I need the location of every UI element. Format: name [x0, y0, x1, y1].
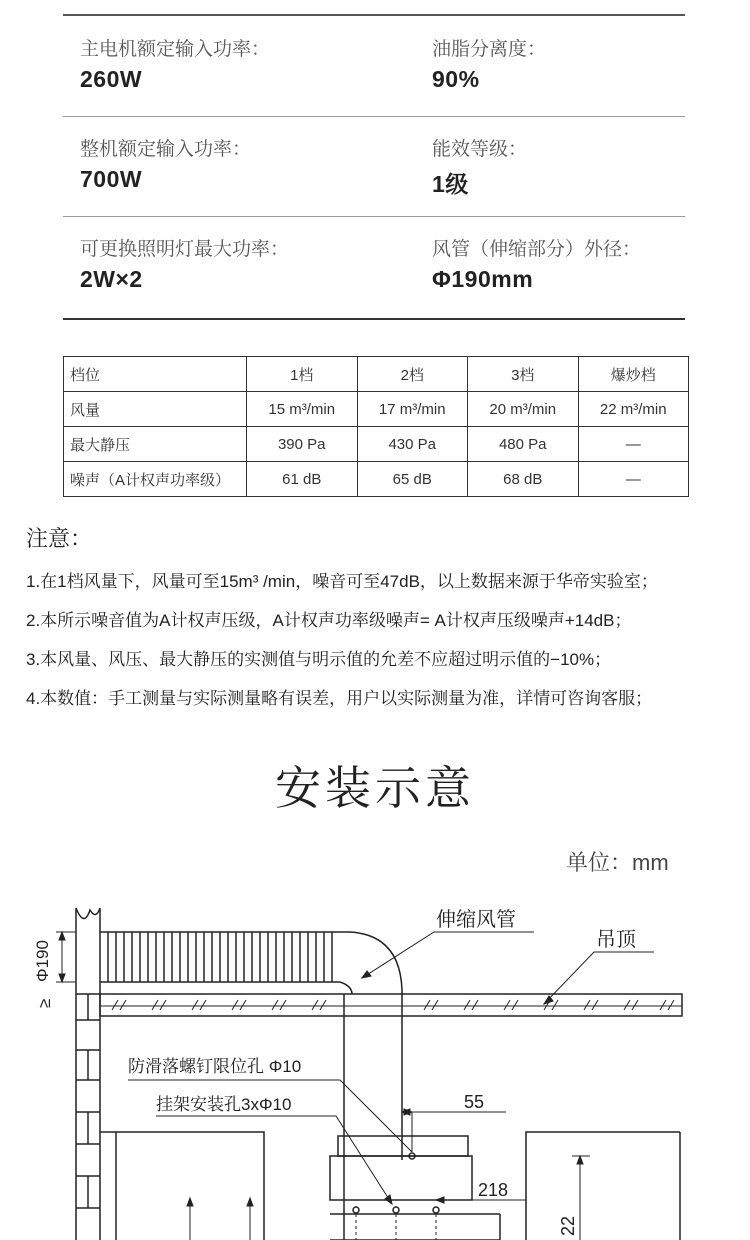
spec-label-efficiency-grade: 能效等级：: [432, 139, 528, 160]
spec-value-lamp-power: 2W×2: [80, 266, 143, 292]
label-anti-slip-hole: 防滑落螺钉限位孔 Φ10: [128, 1057, 302, 1076]
hood-body: [330, 1136, 500, 1240]
spec-divider-1: [63, 116, 685, 117]
spec-value-grease-separation: 90%: [432, 66, 480, 92]
label-flexible-duct: 伸缩风管: [436, 909, 516, 931]
dimension-phi190: Φ190: [33, 940, 52, 982]
table-cell: 15 m³/min: [247, 392, 358, 427]
table-cell: 65 dB: [357, 462, 468, 497]
label-ceiling: 吊顶: [596, 929, 636, 951]
table-header-cell: 档位: [64, 357, 247, 392]
note-item-4: 4.本数值：手工测量与实际测量略有误差，用户以实际测量为准，详情可咨询客服；: [26, 689, 653, 708]
table-cell: 22 m³/min: [578, 392, 689, 427]
ceiling-board: [100, 994, 682, 1016]
spec-label-total-power: 整机额定输入功率：: [80, 139, 252, 160]
install-unit-label: 单位：mm: [566, 850, 669, 875]
table-cell: 390 Pa: [247, 427, 358, 462]
table-row: [64, 427, 689, 462]
spec-value-total-power: 700W: [80, 166, 143, 192]
spec-bottom-divider: [63, 318, 685, 320]
table-cell: 61 dB: [247, 462, 358, 497]
table-cell: 噪声（A计权声功率级）: [64, 462, 247, 497]
table-header-cell: 2档: [357, 357, 468, 392]
spec-value-duct-diameter: Φ190mm: [432, 266, 534, 292]
table-header-cell: 1档: [247, 357, 358, 392]
table-cell: 风量: [64, 392, 247, 427]
dimension-ge-symbol: ≥: [35, 998, 54, 1008]
spec-value-efficiency-grade: 1级: [432, 171, 469, 197]
spec-label-motor-power: 主电机额定输入功率：: [80, 39, 271, 60]
spec-label-duct-diameter: 风管（伸缩部分）外径：: [432, 239, 642, 260]
table-row: [64, 462, 689, 497]
cabinet-outline: [100, 1132, 680, 1240]
table-cell: 480 Pa: [468, 427, 579, 462]
notes-title: 注意：: [26, 526, 93, 551]
note-item-1: 1.在1档风量下，风量可至15m³ /min，噪音可至47dB，以上数据来源于华帝实验室；: [26, 572, 658, 591]
dimension-22: 22: [558, 1215, 578, 1236]
table-cell: 430 Pa: [357, 427, 468, 462]
spec-label-lamp-power: 可更换照明灯最大功率：: [80, 239, 290, 260]
table-header-cell: 爆炒档: [578, 357, 689, 392]
note-item-3: 3.本风量、风压、最大静压的实测值与明示值的允差不应超过明示值的−10%；: [26, 650, 612, 669]
table-cell: —: [578, 427, 689, 462]
table-row: [64, 392, 689, 427]
table-cell: 20 m³/min: [468, 392, 579, 427]
dimension-55: 55: [464, 1092, 485, 1112]
note-item-2: 2.本所示噪音值为A计权声压级，A计权声功率级噪声= A计权声压级噪声+14dB；: [26, 611, 632, 630]
dimension-218: 218: [478, 1180, 509, 1200]
label-bracket-holes: 挂架安装孔3xΦ10: [156, 1095, 292, 1114]
table-header-cell: 3档: [468, 357, 579, 392]
table-cell: 最大静压: [64, 427, 247, 462]
table-cell: 17 m³/min: [357, 392, 468, 427]
install-section-title: 安装示意: [275, 762, 475, 814]
table-cell: 68 dB: [468, 462, 579, 497]
table-cell: —: [578, 462, 689, 497]
table-header-row: [64, 357, 689, 392]
wall-brick: [76, 908, 100, 1240]
spec-divider-2: [63, 216, 685, 217]
spec-value-motor-power: 260W: [80, 66, 143, 92]
spec-top-divider: [63, 14, 685, 16]
dimension-lines: [56, 932, 590, 1240]
flexible-duct: [100, 932, 402, 1240]
fan-performance-table: [63, 356, 689, 497]
installation-diagram: [0, 890, 750, 1240]
spec-label-grease-separation: 油脂分离度：: [432, 39, 547, 60]
